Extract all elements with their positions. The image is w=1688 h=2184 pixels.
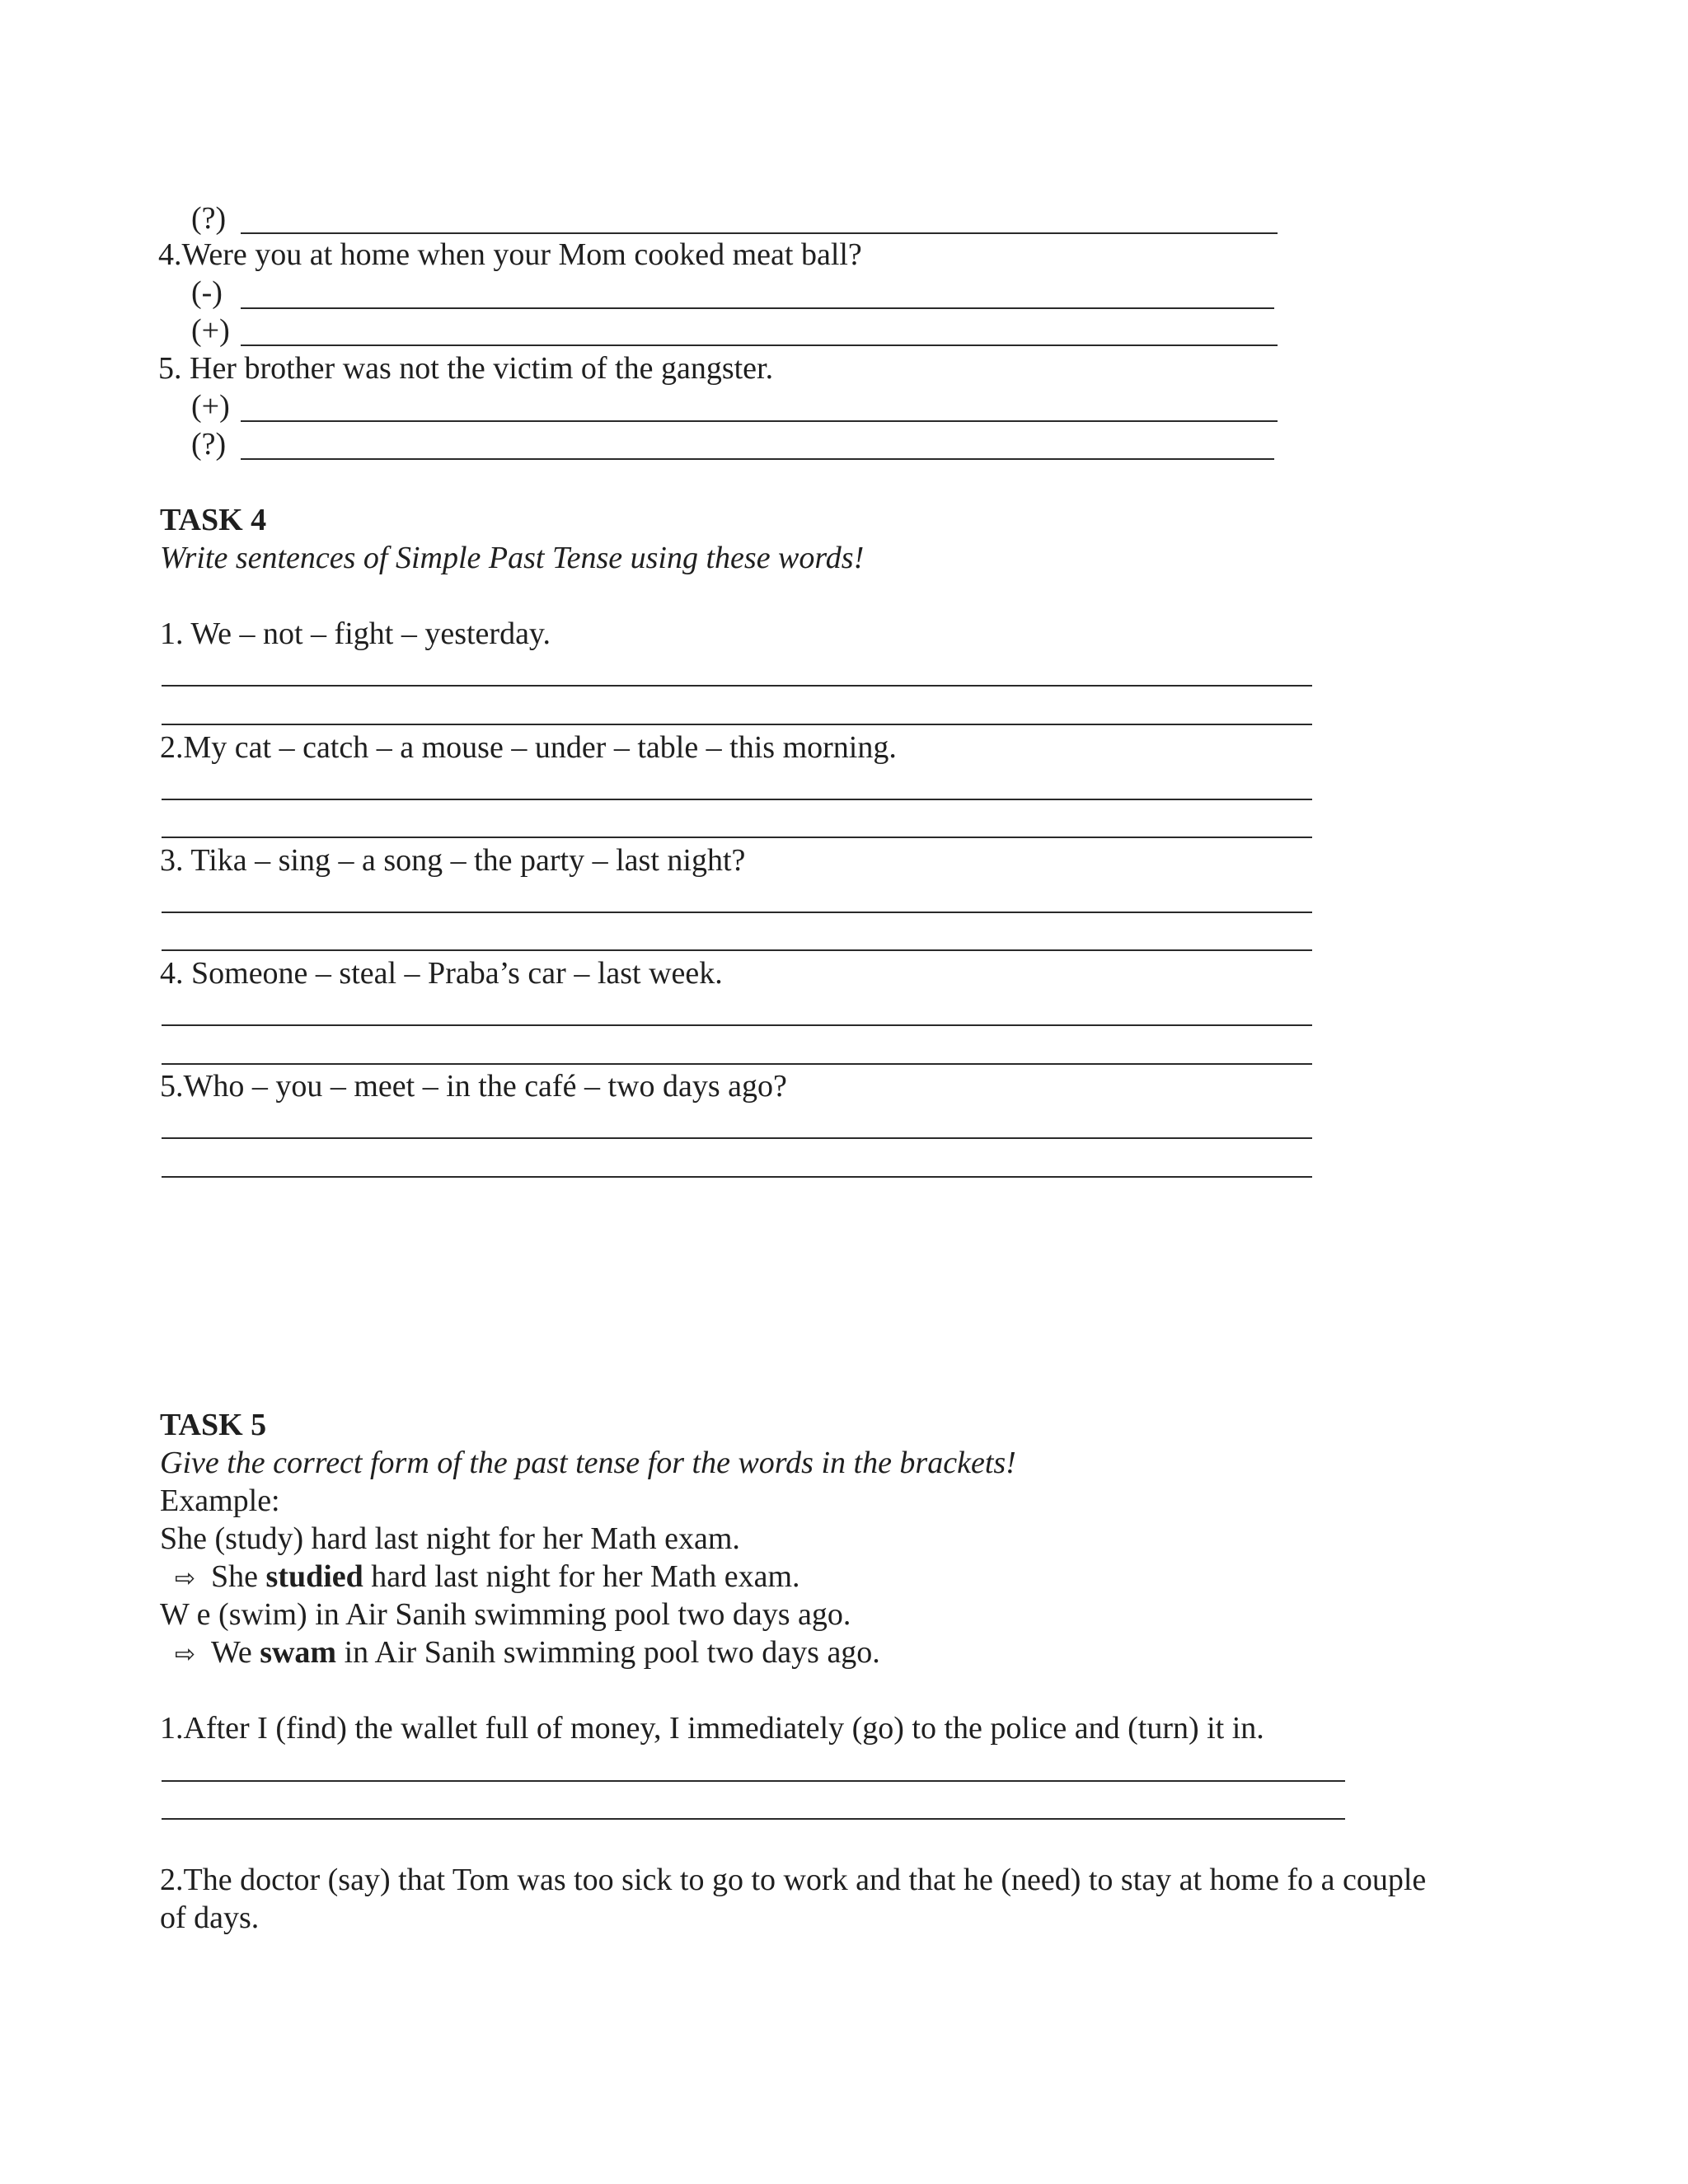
task4-item-3: 3. Tika – sing – a song – the party – last night? (160, 843, 746, 878)
answer-line[interactable] (162, 912, 1312, 913)
task4-item-2: 2.My cat – catch – a mouse – under – table – this morning. (160, 730, 897, 765)
answer-line[interactable] (162, 1137, 1312, 1139)
answer-line[interactable] (162, 1063, 1312, 1065)
answer-line[interactable] (162, 1780, 1345, 1782)
answer-line[interactable] (241, 458, 1274, 460)
answer-line[interactable] (162, 799, 1312, 800)
q4-positive-marker: (+) (191, 313, 230, 348)
example2-answer-end: in Air Sanih swimming pool two days ago. (336, 1635, 880, 1670)
answer-line[interactable] (162, 1818, 1345, 1820)
task4-item-4: 4. Someone – steal – Praba’s car – last week. (160, 956, 723, 991)
task4-item-1: 1. We – not – fight – yesterday. (160, 616, 551, 651)
answer-line[interactable] (241, 307, 1274, 309)
q4-negative-marker: (-) (191, 275, 223, 310)
answer-line[interactable] (241, 344, 1278, 346)
task4-instruction: Write sentences of Simple Past Tense using these words! (160, 541, 865, 575)
example1-answer-end: hard last night for her Math exam. (363, 1559, 800, 1594)
answer-line[interactable] (241, 420, 1278, 422)
example2-answer-verb: swam (260, 1635, 337, 1670)
q4-sentence: 4.Were you at home when your Mom cooked meat ball? (158, 237, 862, 272)
task5-item-2-line1: 2.The doctor (say) that Tom was too sick to go to work and that he (need) to stay at home fo a couple (160, 1863, 1427, 1897)
answer-line[interactable] (162, 1176, 1312, 1178)
answer-line[interactable] (162, 1024, 1312, 1026)
answer-line[interactable] (162, 685, 1312, 687)
q5-sentence: 5. Her brother was not the victim of the gangster. (158, 351, 774, 386)
answer-line[interactable] (241, 232, 1278, 234)
task5-instruction: Give the correct form of the past tense for the words in the brackets! (160, 1446, 1016, 1480)
task5-example2-prompt: W e (swim) in Air Sanih swimming pool two days ago. (160, 1597, 851, 1632)
task5-example2-answer (175, 1633, 880, 1674)
right-arrow-icon: ⇨ (175, 1640, 196, 1669)
answer-line[interactable] (162, 837, 1312, 838)
q3-question-marker: (?) (191, 201, 227, 236)
q5-question-marker: (?) (191, 427, 227, 462)
task5-example1-prompt: She (study) hard last night for her Math exam. (160, 1521, 740, 1556)
answer-line[interactable] (162, 724, 1312, 725)
task5-example-label: Example: (160, 1483, 280, 1518)
task5-title: TASK 5 (160, 1408, 267, 1442)
task4-item-5: 5.Who – you – meet – in the café – two days ago? (160, 1069, 787, 1104)
task5-item-1: 1.After I (find) the wallet full of money, I immediately (go) to the police and (turn) it in. (160, 1711, 1264, 1746)
right-arrow-icon: ⇨ (175, 1564, 196, 1593)
example2-answer-start: We (211, 1635, 260, 1670)
answer-line[interactable] (162, 949, 1312, 951)
example1-answer-verb: studied (265, 1559, 363, 1594)
example1-answer-start: She (211, 1559, 266, 1594)
q5-positive-marker: (+) (191, 389, 230, 424)
task4-title: TASK 4 (160, 503, 267, 537)
task5-item-2-line2: of days. (160, 1900, 260, 1935)
task5-example1-answer (175, 1558, 800, 1598)
